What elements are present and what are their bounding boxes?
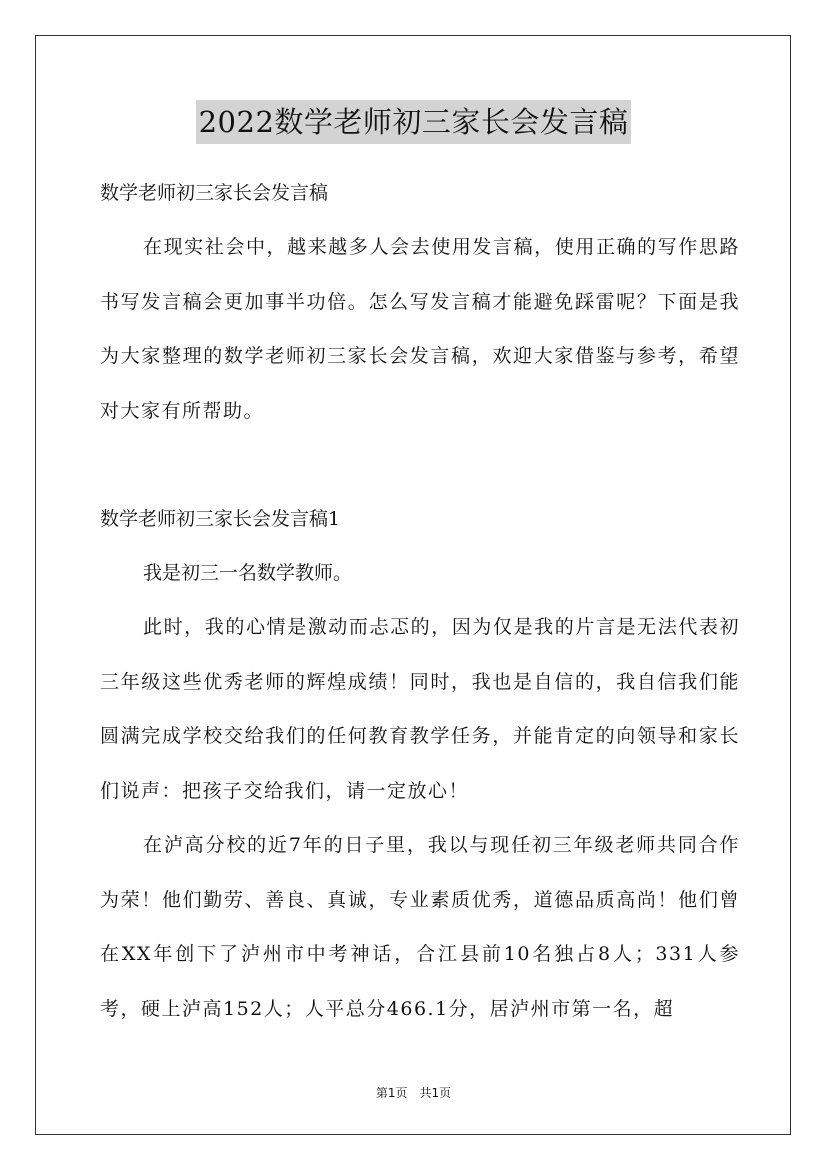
- paragraph-3: 在泸高分校的近7年的日子里，我以与现任初三年级老师共同合作为荣！他们勤劳、善良、真诚，专业素质优秀，道德品质高尚！他们曾在XX年创下了泸州市中考神话，合江县前10名独占8人；331人参考，硬上泸高152人；人平总分466.1分，居泸州市第一名，超: [100, 834, 740, 1020]
- document-title: 2022数学老师初三家长会发言稿: [196, 100, 632, 144]
- page-footer: 第1页 共1页: [375, 1086, 452, 1100]
- section-heading: 数学老师初三家长会发言稿1: [100, 508, 341, 530]
- document-subtitle: 数学老师初三家长会发言稿: [100, 182, 329, 204]
- paragraph-2: 此时，我的心情是激动而忐忑的，因为仅是我的片言是无法代表初三年级这些优秀老师的辉煌成绩！同时，我也是自信的，我自信我们能圆满完成学校交给我们的任何教育教学任务，并能肯定的向领导和家长们说声：把孩子交给我们，请一定放心！: [100, 616, 740, 802]
- title-container: [0, 100, 827, 144]
- intro-paragraph: 在现实社会中，越来越多人会去使用发言稿，使用正确的写作思路书写发言稿会更加事半功倍。怎么写发言稿才能避免踩雷呢？下面是我为大家整理的数学老师初三家长会发言稿，欢迎大家借鉴与参考，希望对大家有所帮助。: [100, 236, 740, 422]
- paragraph-1: 我是初三一名数学教师。: [143, 562, 353, 584]
